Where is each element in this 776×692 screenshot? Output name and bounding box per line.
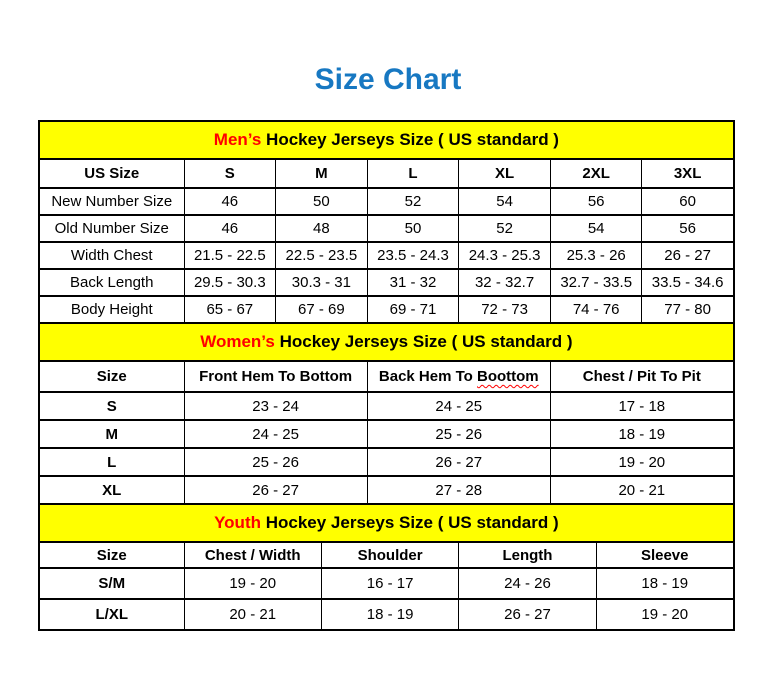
womens-header-back-hem xyxy=(367,361,550,392)
value-cell: 77 - 80 xyxy=(642,296,734,323)
row-label: Width Chest xyxy=(39,242,184,269)
table-row xyxy=(39,420,734,448)
value-cell: 24 - 25 xyxy=(184,420,367,448)
table-row xyxy=(39,269,734,296)
size-chart-table xyxy=(38,120,735,631)
value-cell: 65 - 67 xyxy=(184,296,276,323)
row-label: L xyxy=(39,448,184,476)
table-row xyxy=(39,159,734,188)
mens-header-s: S xyxy=(184,159,276,188)
table-row xyxy=(39,392,734,420)
value-cell: 27 - 28 xyxy=(367,476,550,504)
mens-header-2xl: 2XL xyxy=(550,159,642,188)
value-cell: 32 - 32.7 xyxy=(459,269,551,296)
value-cell: 23.5 - 24.3 xyxy=(367,242,459,269)
value-cell: 56 xyxy=(642,215,734,242)
value-cell: 48 xyxy=(276,215,368,242)
value-cell: 50 xyxy=(367,215,459,242)
value-cell: 18 - 19 xyxy=(321,599,458,630)
table-row xyxy=(39,568,734,599)
value-cell: 33.5 - 34.6 xyxy=(642,269,734,296)
womens-section-band xyxy=(39,323,734,361)
value-cell: 54 xyxy=(550,215,642,242)
value-cell: 21.5 - 22.5 xyxy=(184,242,276,269)
youth-header-size: Size xyxy=(39,542,184,568)
value-cell: 24.3 - 25.3 xyxy=(459,242,551,269)
youth-header-sleeve: Sleeve xyxy=(596,542,734,568)
value-cell: 24 - 25 xyxy=(367,392,550,420)
value-cell: 19 - 20 xyxy=(184,568,321,599)
table-row xyxy=(39,542,734,568)
row-label: L/XL xyxy=(39,599,184,630)
value-cell: 20 - 21 xyxy=(184,599,321,630)
youth-header-shoulder: Shoulder xyxy=(321,542,458,568)
value-cell: 17 - 18 xyxy=(550,392,733,420)
mens-header-us-size: US Size xyxy=(39,159,184,188)
table-row xyxy=(39,599,734,630)
table-row xyxy=(39,504,734,542)
value-cell: 26 - 27 xyxy=(184,476,367,504)
value-cell: 19 - 20 xyxy=(596,599,734,630)
row-label: New Number Size xyxy=(39,188,184,215)
value-cell: 25 - 26 xyxy=(184,448,367,476)
row-label: XL xyxy=(39,476,184,504)
value-cell: 54 xyxy=(459,188,551,215)
value-cell: 52 xyxy=(459,215,551,242)
value-cell: 69 - 71 xyxy=(367,296,459,323)
youth-band-highlight: Youth xyxy=(214,513,261,532)
value-cell: 20 - 21 xyxy=(550,476,733,504)
table-row xyxy=(39,296,734,323)
row-label: S xyxy=(39,392,184,420)
table-row xyxy=(39,323,734,361)
table-row xyxy=(39,361,734,392)
table-row xyxy=(39,448,734,476)
value-cell: 29.5 - 30.3 xyxy=(184,269,276,296)
value-cell: 72 - 73 xyxy=(459,296,551,323)
youth-section-band xyxy=(39,504,734,542)
back-hem-text: Back Hem To xyxy=(378,368,477,385)
value-cell: 19 - 20 xyxy=(550,448,733,476)
value-cell: 74 - 76 xyxy=(550,296,642,323)
value-cell: 30.3 - 31 xyxy=(276,269,368,296)
womens-header-chest: Chest / Pit To Pit xyxy=(550,361,733,392)
value-cell: 46 xyxy=(184,215,276,242)
back-hem-misspelled-word: Boottom xyxy=(477,368,539,385)
row-label: Body Height xyxy=(39,296,184,323)
mens-section-band xyxy=(39,121,734,159)
table-row xyxy=(39,215,734,242)
mens-header-l: L xyxy=(367,159,459,188)
value-cell: 56 xyxy=(550,188,642,215)
womens-header-size: Size xyxy=(39,361,184,392)
table-row xyxy=(39,476,734,504)
mens-header-m: M xyxy=(276,159,368,188)
value-cell: 25 - 26 xyxy=(367,420,550,448)
youth-header-length: Length xyxy=(459,542,596,568)
row-label: Back Length xyxy=(39,269,184,296)
row-label: M xyxy=(39,420,184,448)
table-row xyxy=(39,242,734,269)
youth-header-chest-width: Chest / Width xyxy=(184,542,321,568)
row-label: Old Number Size xyxy=(39,215,184,242)
table-row xyxy=(39,121,734,159)
mens-header-xl: XL xyxy=(459,159,551,188)
value-cell: 32.7 - 33.5 xyxy=(550,269,642,296)
table-row xyxy=(39,188,734,215)
value-cell: 31 - 32 xyxy=(367,269,459,296)
row-label: S/M xyxy=(39,568,184,599)
mens-header-3xl: 3XL xyxy=(642,159,734,188)
mens-band-rest: Hockey Jerseys Size ( US standard ) xyxy=(261,130,559,149)
value-cell: 18 - 19 xyxy=(550,420,733,448)
value-cell: 26 - 27 xyxy=(642,242,734,269)
value-cell: 26 - 27 xyxy=(459,599,596,630)
value-cell: 50 xyxy=(276,188,368,215)
womens-band-rest: Hockey Jerseys Size ( US standard ) xyxy=(274,332,573,351)
womens-header-front-hem: Front Hem To Bottom xyxy=(184,361,367,392)
value-cell: 25.3 - 26 xyxy=(550,242,642,269)
value-cell: 46 xyxy=(184,188,276,215)
womens-band-highlight: Women’s xyxy=(200,332,275,351)
value-cell: 60 xyxy=(642,188,734,215)
value-cell: 22.5 - 23.5 xyxy=(276,242,368,269)
value-cell: 18 - 19 xyxy=(596,568,734,599)
value-cell: 24 - 26 xyxy=(459,568,596,599)
mens-band-highlight: Men’s xyxy=(213,130,262,149)
value-cell: 26 - 27 xyxy=(367,448,550,476)
value-cell: 23 - 24 xyxy=(184,392,367,420)
page-title: Size Chart xyxy=(314,63,462,96)
value-cell: 67 - 69 xyxy=(276,296,368,323)
value-cell: 52 xyxy=(367,188,459,215)
value-cell: 16 - 17 xyxy=(321,568,458,599)
youth-band-rest: Hockey Jerseys Size ( US standard ) xyxy=(261,513,559,532)
